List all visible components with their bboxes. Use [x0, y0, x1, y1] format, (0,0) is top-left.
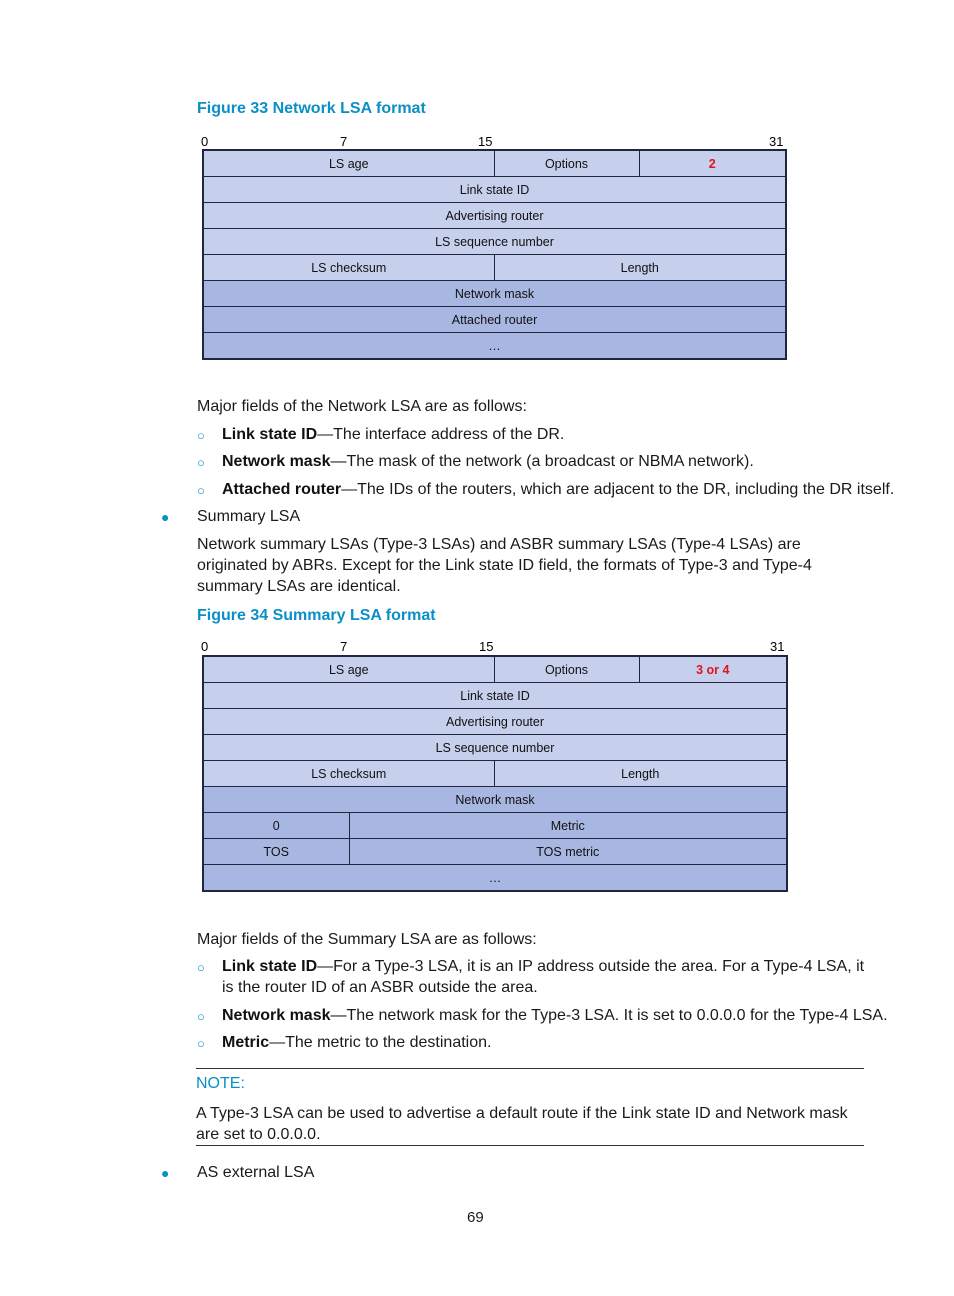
- ls-checksum-cell: LS checksum: [203, 761, 494, 787]
- note-top-rule: [196, 1068, 864, 1069]
- bit-31: 31: [769, 134, 784, 149]
- circle-bullet-icon: ○: [197, 455, 205, 470]
- options-cell: Options: [494, 656, 639, 683]
- summary-lsa-description: Network summary LSAs (Type-3 LSAs) and ASBR summary LSAs (Type-4 LSAs) are originated by ABRs. Except for the Link state ID field, the formats of Type-3 and Type-4 summary LSAs are identical.: [197, 536, 812, 595]
- network-field-link-state-id: [222, 424, 872, 445]
- ls-type-cell: 3 or 4: [639, 656, 787, 683]
- note-bottom-rule: [196, 1145, 864, 1146]
- field-term: Attached router: [222, 481, 342, 498]
- advertising-router-cell: Advertising router: [203, 709, 787, 735]
- summary-field-network-mask: [222, 1005, 888, 1026]
- summary-lsa-format-table: [202, 655, 788, 892]
- network-fields-intro: Major fields of the Network LSA are as follows:: [197, 398, 527, 415]
- ls-age-cell: LS age: [203, 150, 494, 177]
- ls-type-cell: 2: [639, 150, 786, 177]
- tos-cell: TOS: [203, 839, 349, 865]
- circle-bullet-icon: ○: [197, 1009, 205, 1024]
- ellipsis-cell: …: [203, 865, 787, 892]
- bit-31: 31: [770, 639, 785, 654]
- field-desc: —For a Type-3 LSA, it is an IP address outside the area. For a Type-4 LSA, it is the router ID of an ASBR outside the area.: [222, 958, 865, 996]
- field-desc: —The metric to the destination.: [269, 1034, 492, 1051]
- network-lsa-format-table: [202, 149, 787, 360]
- note-text: A Type-3 LSA can be used to advertise a default route if the Link state ID and Network mask are set to 0.0.0.0.: [196, 1105, 848, 1143]
- network-mask-cell: Network mask: [203, 281, 786, 307]
- network-field-network-mask: [222, 451, 872, 472]
- ls-checksum-cell: LS checksum: [203, 255, 494, 281]
- circle-bullet-icon: ○: [197, 428, 205, 443]
- ellipsis-cell: …: [203, 333, 786, 360]
- field-desc: —The mask of the network (a broadcast or NBMA network).: [330, 453, 754, 470]
- circle-bullet-icon: ○: [197, 483, 205, 498]
- page-number: 69: [467, 1209, 484, 1226]
- figure-34-title: Figure 34 Summary LSA format: [197, 607, 436, 624]
- summary-fields-intro: Major fields of the Summary LSA are as follows:: [197, 931, 537, 948]
- circle-bullet-icon: ○: [197, 1036, 205, 1051]
- field-desc: —The IDs of the routers, which are adjacent to the DR, including the DR itself.: [341, 481, 895, 498]
- link-state-id-cell: Link state ID: [203, 177, 786, 203]
- as-external-lsa-bullet: AS external LSA: [197, 1164, 315, 1181]
- bit-7: 7: [340, 134, 348, 149]
- field-term: Link state ID: [222, 426, 318, 443]
- network-field-attached-router: [222, 479, 895, 500]
- summary-field-metric: [222, 1032, 872, 1053]
- ls-sequence-number-cell: LS sequence number: [203, 229, 786, 255]
- figure-33-title: Figure 33 Network LSA format: [197, 100, 426, 117]
- circle-bullet-icon: ○: [197, 960, 205, 975]
- bit-7: 7: [340, 639, 348, 654]
- metric-cell: Metric: [349, 813, 787, 839]
- bit-15: 15: [478, 134, 493, 149]
- link-state-id-cell: Link state ID: [203, 683, 787, 709]
- ls-age-cell: LS age: [203, 656, 494, 683]
- attached-router-cell: Attached router: [203, 307, 786, 333]
- field-term: Link state ID: [222, 958, 318, 975]
- advertising-router-cell: Advertising router: [203, 203, 786, 229]
- field-term: Network mask: [222, 1007, 331, 1024]
- summary-lsa-bullet: Summary LSA: [197, 508, 301, 525]
- network-mask-cell: Network mask: [203, 787, 787, 813]
- tos-metric-cell: TOS metric: [349, 839, 787, 865]
- note-label: NOTE:: [196, 1075, 245, 1092]
- length-cell: Length: [494, 761, 787, 787]
- bit-0: 0: [201, 134, 209, 149]
- bit-0: 0: [201, 639, 209, 654]
- bullet-dot-icon: ●: [161, 509, 170, 525]
- ls-sequence-number-cell: LS sequence number: [203, 735, 787, 761]
- zero-cell: 0: [203, 813, 349, 839]
- options-cell: Options: [494, 150, 639, 177]
- field-desc: —The interface address of the DR.: [317, 426, 565, 443]
- bit-15: 15: [479, 639, 494, 654]
- field-term: Network mask: [222, 453, 331, 470]
- summary-field-link-state-id: [222, 956, 867, 998]
- field-term: Metric: [222, 1034, 270, 1051]
- length-cell: Length: [494, 255, 786, 281]
- bullet-dot-icon: ●: [161, 1165, 170, 1181]
- field-desc: —The network mask for the Type-3 LSA. It is set to 0.0.0.0 for the Type-4 LSA.: [330, 1007, 888, 1024]
